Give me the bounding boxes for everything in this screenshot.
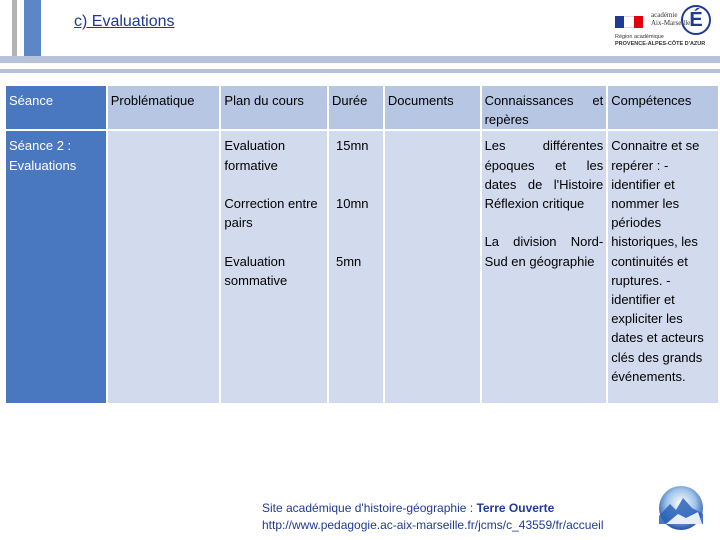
cell-connaissances	[481, 130, 608, 404]
terre-ouverte-globe-icon	[652, 484, 710, 532]
header-competences: Compétences	[607, 85, 719, 130]
cell-seance: Séance 2 : Evaluations	[5, 130, 107, 404]
duree-item-3: 5mn	[335, 253, 362, 269]
logo-academie-text: académie Aix-Marseille	[651, 11, 691, 27]
footer-site-name-link[interactable]: Terre Ouverte	[476, 501, 555, 515]
header-connaissances: Connaissances et repères	[481, 85, 608, 130]
french-flag-icon	[615, 16, 643, 28]
academie-logo	[615, 5, 715, 51]
cell-plan	[220, 130, 328, 404]
connaissances-item-1: Les différentes époques et les dates de l'Histoire Réflexion critique	[484, 138, 604, 212]
cell-documents	[384, 130, 481, 404]
table-row	[5, 130, 719, 404]
header-documents: Documents	[384, 85, 481, 130]
header-problematique: Problématique	[107, 85, 221, 130]
cell-problematique	[107, 130, 221, 404]
duree-item-2: 10mn	[335, 196, 369, 211]
footer-site-line	[262, 500, 603, 517]
plan-item-3: Evaluation sommative	[224, 253, 288, 288]
logo-region-text: Région académique PROVENCE-ALPES-CÔTE D'AZUR	[615, 34, 706, 47]
header-duree: Durée	[328, 85, 384, 130]
table-header-row	[5, 85, 719, 130]
decor-hbar-top	[0, 56, 720, 63]
footer	[262, 500, 603, 534]
decor-hbar-bottom	[0, 69, 720, 73]
cell-duree	[328, 130, 384, 404]
header-seance: Séance	[5, 85, 107, 130]
footer-site-prefix: Site académique d'histoire-géographie :	[262, 501, 477, 515]
footer-url-link[interactable]: http://www.pedagogie.ac-aix-marseille.fr/jcms/c_43559/fr/accueil	[262, 518, 604, 532]
duree-item-1: 15mn	[335, 138, 369, 154]
plan-item-2: Correction entre pairs	[224, 196, 318, 231]
connaissances-item-2: La division Nord-Sud en géographie	[484, 234, 604, 269]
plan-item-1: Evaluation formative	[224, 138, 286, 173]
header-plan: Plan du cours	[220, 85, 328, 130]
evaluation-table	[4, 84, 720, 405]
cell-competences: Connaitre et se repérer : - identifier et nommer les périodes historiques, les continuités et ruptures. - identifier et expliciter les dates et acteurs clés des grands événements.	[607, 130, 719, 404]
section-title: c) Evaluations	[74, 13, 175, 30]
logo-letter-icon: É	[681, 5, 711, 35]
